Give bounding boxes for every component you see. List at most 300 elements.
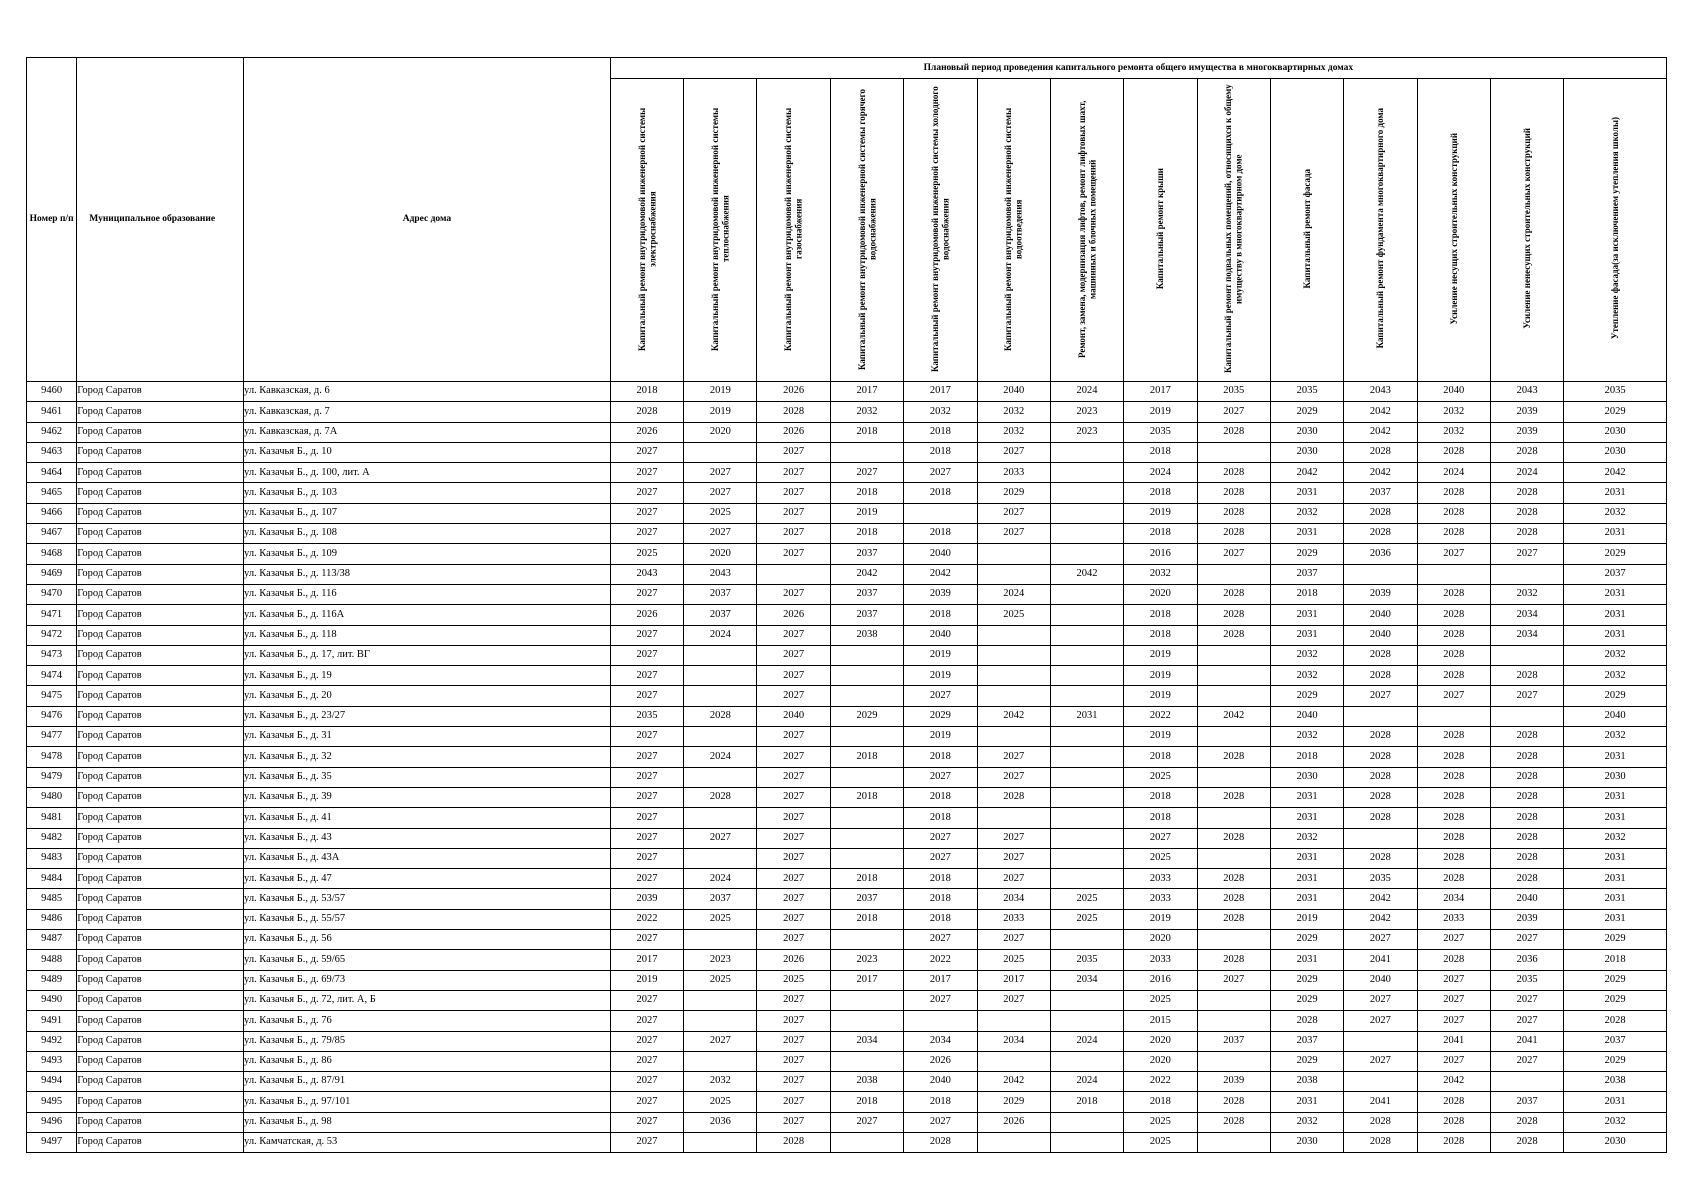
row-number-cell: 9493 (27, 1051, 77, 1071)
year-cell: 2027 (1417, 930, 1490, 950)
year-cell: 2018 (830, 909, 903, 929)
table-row (27, 483, 1667, 503)
year-cell: 2027 (610, 1112, 683, 1132)
year-cell: 2028 (1197, 463, 1270, 483)
year-cell: 2027 (757, 1112, 830, 1132)
year-cell: 2042 (1344, 909, 1417, 929)
year-cell: 2027 (684, 828, 757, 848)
year-cell: 2025 (1124, 767, 1197, 787)
year-cell: 2018 (1124, 747, 1197, 767)
year-cell: 2027 (1417, 1011, 1490, 1031)
year-cell: 2018 (904, 808, 977, 828)
table-row (27, 544, 1667, 564)
municipality-cell: Город Саратов (77, 605, 244, 625)
year-cell: 2026 (977, 1112, 1050, 1132)
year-cell: 2027 (904, 828, 977, 848)
year-cell: 2032 (1270, 1112, 1343, 1132)
header-work-type (757, 79, 830, 382)
year-cell: 2043 (684, 564, 757, 584)
year-cell (1050, 625, 1123, 645)
year-cell: 2032 (1564, 645, 1667, 665)
table-row (27, 767, 1667, 787)
year-cell: 2028 (1490, 1112, 1563, 1132)
year-cell: 2035 (1197, 382, 1270, 402)
year-cell: 2034 (1490, 605, 1563, 625)
year-cell: 2018 (904, 889, 977, 909)
year-cell (1197, 767, 1270, 787)
year-cell (1050, 442, 1123, 462)
year-cell: 2043 (1490, 382, 1563, 402)
header-work-type-label: Усиление несущих строительных конструкций (1448, 132, 1459, 325)
year-cell: 2027 (610, 483, 683, 503)
year-cell (1490, 564, 1563, 584)
year-cell (1050, 686, 1123, 706)
year-cell: 2029 (977, 1092, 1050, 1112)
municipality-cell: Город Саратов (77, 909, 244, 929)
year-cell: 2028 (1490, 747, 1563, 767)
year-cell (1050, 483, 1123, 503)
year-cell (830, 727, 903, 747)
header-work-type-label: Усиление ненесущих строительных конструкций (1521, 128, 1532, 329)
header-work-type-label: Капитальный ремонт внутридомовой инженерной системы водоотведения (1003, 106, 1024, 351)
table-row (27, 645, 1667, 665)
year-cell: 2018 (904, 483, 977, 503)
year-cell: 2025 (684, 503, 757, 523)
year-cell (1050, 645, 1123, 665)
year-cell: 2018 (904, 422, 977, 442)
row-number-cell: 9490 (27, 990, 77, 1010)
municipality-cell: Город Саратов (77, 564, 244, 584)
year-cell: 2037 (1270, 1031, 1343, 1051)
row-number-cell: 9497 (27, 1132, 77, 1152)
year-cell: 2029 (1270, 1051, 1343, 1071)
year-cell: 2029 (1564, 402, 1667, 422)
year-cell: 2028 (1417, 727, 1490, 747)
year-cell: 2020 (1124, 584, 1197, 604)
year-cell (977, 1132, 1050, 1152)
year-cell (1050, 808, 1123, 828)
year-cell: 2019 (684, 382, 757, 402)
year-cell: 2019 (1124, 909, 1197, 929)
year-cell: 2028 (1197, 889, 1270, 909)
year-cell: 2027 (1490, 990, 1563, 1010)
year-cell (1050, 524, 1123, 544)
year-cell: 2031 (1270, 869, 1343, 889)
year-cell: 2029 (977, 483, 1050, 503)
table-row (27, 422, 1667, 442)
year-cell: 2027 (757, 666, 830, 686)
year-cell: 2027 (1344, 1051, 1417, 1071)
year-cell: 2039 (1490, 909, 1563, 929)
year-cell (1197, 1051, 1270, 1071)
year-cell: 2031 (1564, 747, 1667, 767)
year-cell (977, 808, 1050, 828)
address-cell: ул. Казачья Б., д. 59/65 (244, 950, 611, 970)
municipality-cell: Город Саратов (77, 747, 244, 767)
year-cell: 2016 (1124, 970, 1197, 990)
year-cell: 2026 (610, 422, 683, 442)
address-cell: ул. Кавказская, д. 6 (244, 382, 611, 402)
table-row (27, 402, 1667, 422)
year-cell: 2041 (1344, 950, 1417, 970)
year-cell: 2027 (757, 889, 830, 909)
year-cell: 2036 (684, 1112, 757, 1132)
year-cell: 2027 (1490, 1051, 1563, 1071)
year-cell: 2027 (610, 1072, 683, 1092)
year-cell: 2029 (1270, 402, 1343, 422)
year-cell (830, 767, 903, 787)
year-cell: 2018 (830, 422, 903, 442)
year-cell: 2029 (1564, 544, 1667, 564)
year-cell (1050, 503, 1123, 523)
year-cell: 2032 (1564, 503, 1667, 523)
year-cell: 2032 (1564, 1112, 1667, 1132)
year-cell: 2027 (977, 747, 1050, 767)
year-cell: 2030 (1564, 422, 1667, 442)
address-cell: ул. Казачья Б., д. 19 (244, 666, 611, 686)
year-cell: 2042 (1344, 422, 1417, 442)
year-cell: 2027 (757, 930, 830, 950)
year-cell: 2027 (757, 727, 830, 747)
year-cell: 2023 (1050, 422, 1123, 442)
year-cell: 2028 (1490, 727, 1563, 747)
year-cell: 2028 (1344, 808, 1417, 828)
year-cell (904, 1011, 977, 1031)
year-cell: 2028 (757, 1132, 830, 1152)
year-cell (1417, 564, 1490, 584)
year-cell: 2018 (1124, 442, 1197, 462)
year-cell: 2035 (1344, 869, 1417, 889)
year-cell: 2028 (1417, 767, 1490, 787)
year-cell: 2039 (1344, 584, 1417, 604)
address-cell: ул. Казачья Б., д. 100, лит. А (244, 463, 611, 483)
year-cell: 2027 (1417, 544, 1490, 564)
year-cell: 2017 (904, 382, 977, 402)
year-cell: 2025 (1050, 889, 1123, 909)
year-cell: 2035 (1124, 422, 1197, 442)
header-work-type (1344, 79, 1417, 382)
year-cell: 2040 (1344, 605, 1417, 625)
header-municipality: Муниципальное образование (77, 58, 244, 382)
year-cell: 2023 (684, 950, 757, 970)
year-cell: 2024 (1050, 1072, 1123, 1092)
year-cell: 2032 (1270, 503, 1343, 523)
year-cell: 2027 (684, 483, 757, 503)
address-cell: ул. Казачья Б., д. 10 (244, 442, 611, 462)
row-number-cell: 9471 (27, 605, 77, 625)
year-cell (1344, 706, 1417, 726)
table-row (27, 1072, 1667, 1092)
year-cell: 2031 (1270, 889, 1343, 909)
year-cell (1050, 869, 1123, 889)
year-cell: 2031 (1270, 950, 1343, 970)
year-cell: 2028 (1344, 442, 1417, 462)
year-cell: 2022 (1124, 706, 1197, 726)
table-row (27, 1031, 1667, 1051)
address-cell: ул. Казачья Б., д. 56 (244, 930, 611, 950)
year-cell: 2039 (610, 889, 683, 909)
year-cell (830, 442, 903, 462)
row-number-cell: 9482 (27, 828, 77, 848)
year-cell: 2024 (1050, 382, 1123, 402)
address-cell: ул. Казачья Б., д. 32 (244, 747, 611, 767)
year-cell: 2028 (1417, 524, 1490, 544)
year-cell: 2028 (1490, 442, 1563, 462)
year-cell: 2027 (977, 990, 1050, 1010)
year-cell (1344, 1072, 1417, 1092)
year-cell: 2027 (610, 727, 683, 747)
year-cell: 2027 (757, 442, 830, 462)
address-cell: ул. Казачья Б., д. 17, лит. ВГ (244, 645, 611, 665)
year-cell: 2028 (1490, 848, 1563, 868)
year-cell: 2028 (1417, 666, 1490, 686)
municipality-cell: Город Саратов (77, 808, 244, 828)
year-cell: 2025 (684, 909, 757, 929)
header-work-type (830, 79, 903, 382)
year-cell: 2029 (1270, 990, 1343, 1010)
row-number-cell: 9484 (27, 869, 77, 889)
year-cell: 2018 (1124, 808, 1197, 828)
header-work-type-label: Капитальный ремонт фасада (1301, 168, 1312, 289)
row-number-cell: 9495 (27, 1092, 77, 1112)
year-cell: 2022 (904, 950, 977, 970)
year-cell: 2028 (1344, 747, 1417, 767)
year-cell: 2041 (1344, 1092, 1417, 1112)
table-header (27, 58, 1667, 382)
table-row (27, 564, 1667, 584)
year-cell: 2034 (1050, 970, 1123, 990)
year-cell: 2018 (1124, 787, 1197, 807)
year-cell: 2027 (757, 1011, 830, 1031)
table-body (27, 382, 1667, 1153)
year-cell: 2019 (1124, 503, 1197, 523)
year-cell: 2024 (977, 584, 1050, 604)
year-cell (1197, 1132, 1270, 1152)
address-cell: ул. Казачья Б., д. 97/101 (244, 1092, 611, 1112)
year-cell (684, 727, 757, 747)
year-cell: 2019 (610, 970, 683, 990)
year-cell: 2018 (904, 909, 977, 929)
year-cell: 2033 (1417, 909, 1490, 929)
year-cell: 2016 (1124, 544, 1197, 564)
year-cell: 2019 (684, 402, 757, 422)
year-cell: 2031 (1270, 524, 1343, 544)
year-cell: 2032 (684, 1072, 757, 1092)
year-cell: 2027 (1417, 990, 1490, 1010)
header-work-type (1124, 79, 1197, 382)
year-cell: 2027 (757, 1051, 830, 1071)
row-number-cell: 9474 (27, 666, 77, 686)
year-cell: 2027 (904, 930, 977, 950)
year-cell: 2028 (1417, 828, 1490, 848)
year-cell: 2043 (610, 564, 683, 584)
year-cell: 2032 (1564, 666, 1667, 686)
year-cell (977, 1011, 1050, 1031)
row-number-cell: 9496 (27, 1112, 77, 1132)
year-cell: 2027 (610, 869, 683, 889)
year-cell (830, 930, 903, 950)
year-cell: 2018 (904, 442, 977, 462)
table-row (27, 706, 1667, 726)
row-number-cell: 9462 (27, 422, 77, 442)
year-cell: 2028 (1417, 625, 1490, 645)
table-row (27, 727, 1667, 747)
year-cell: 2024 (1490, 463, 1563, 483)
header-work-type-label: Капитальный ремонт подвальных помещений, относящихся к общему имуществу в многоквартирном доме (1223, 84, 1244, 373)
municipality-cell: Город Саратов (77, 828, 244, 848)
year-cell: 2037 (1270, 564, 1343, 584)
year-cell (684, 666, 757, 686)
year-cell: 2027 (1344, 990, 1417, 1010)
year-cell: 2028 (1417, 1112, 1490, 1132)
municipality-cell: Город Саратов (77, 950, 244, 970)
year-cell: 2042 (1197, 706, 1270, 726)
year-cell: 2031 (1564, 889, 1667, 909)
year-cell: 2028 (1197, 524, 1270, 544)
address-cell: ул. Казачья Б., д. 39 (244, 787, 611, 807)
year-cell: 2028 (1490, 666, 1563, 686)
year-cell: 2025 (1124, 990, 1197, 1010)
year-cell: 2027 (757, 463, 830, 483)
year-cell: 2018 (1564, 950, 1667, 970)
year-cell (684, 930, 757, 950)
year-cell: 2027 (757, 1092, 830, 1112)
address-cell: ул. Казачья Б., д. 76 (244, 1011, 611, 1031)
table-row (27, 930, 1667, 950)
year-cell: 2028 (1197, 787, 1270, 807)
year-cell (684, 990, 757, 1010)
year-cell: 2027 (757, 524, 830, 544)
year-cell: 2019 (830, 503, 903, 523)
header-work-type-label: Ремонт, замена, модернизация лифтов, ремонт лифтовых шахт, машинных и блочных помещений (1076, 99, 1098, 358)
year-cell: 2030 (1270, 767, 1343, 787)
year-cell (684, 1132, 757, 1152)
year-cell: 2027 (757, 503, 830, 523)
year-cell: 2031 (1270, 808, 1343, 828)
year-cell: 2027 (977, 930, 1050, 950)
year-cell: 2027 (684, 463, 757, 483)
year-cell (830, 848, 903, 868)
year-cell: 2027 (1417, 686, 1490, 706)
year-cell (1197, 666, 1270, 686)
year-cell: 2028 (1344, 524, 1417, 544)
year-cell: 2035 (1490, 970, 1563, 990)
year-cell: 2037 (1564, 1031, 1667, 1051)
year-cell: 2018 (1124, 625, 1197, 645)
header-work-type (1564, 79, 1667, 382)
year-cell (1490, 706, 1563, 726)
row-number-cell: 9494 (27, 1072, 77, 1092)
year-cell: 2037 (1197, 1031, 1270, 1051)
municipality-cell: Город Саратов (77, 483, 244, 503)
year-cell (830, 808, 903, 828)
municipality-cell: Город Саратов (77, 1112, 244, 1132)
year-cell: 2029 (904, 706, 977, 726)
year-cell: 2027 (904, 686, 977, 706)
year-cell: 2028 (1564, 1011, 1667, 1031)
year-cell: 2018 (1124, 605, 1197, 625)
header-row-top (27, 58, 1667, 79)
year-cell: 2028 (1197, 625, 1270, 645)
year-cell (1490, 1072, 1563, 1092)
year-cell (1050, 930, 1123, 950)
year-cell: 2039 (1490, 422, 1563, 442)
year-cell: 2027 (1197, 544, 1270, 564)
year-cell: 2032 (830, 402, 903, 422)
year-cell: 2027 (610, 442, 683, 462)
year-cell: 2042 (1564, 463, 1667, 483)
year-cell: 2034 (1417, 889, 1490, 909)
year-cell (904, 503, 977, 523)
capital-repair-schedule-table (26, 57, 1667, 1153)
header-work-type (1417, 79, 1490, 382)
row-number-cell: 9478 (27, 747, 77, 767)
year-cell: 2027 (610, 930, 683, 950)
year-cell: 2031 (1564, 869, 1667, 889)
address-cell: ул. Казачья Б., д. 79/85 (244, 1031, 611, 1051)
municipality-cell: Город Саратов (77, 1092, 244, 1112)
row-number-cell: 9464 (27, 463, 77, 483)
year-cell: 2027 (610, 686, 683, 706)
year-cell: 2019 (1124, 727, 1197, 747)
year-cell: 2027 (610, 1092, 683, 1112)
year-cell: 2027 (757, 767, 830, 787)
year-cell: 2028 (1344, 1132, 1417, 1152)
year-cell: 2034 (977, 889, 1050, 909)
year-cell: 2028 (1417, 483, 1490, 503)
year-cell: 2027 (610, 645, 683, 665)
year-cell (977, 666, 1050, 686)
year-cell: 2025 (1124, 1112, 1197, 1132)
year-cell: 2028 (1490, 808, 1563, 828)
year-cell: 2040 (1490, 889, 1563, 909)
year-cell: 2027 (610, 463, 683, 483)
year-cell (1050, 787, 1123, 807)
year-cell: 2027 (610, 524, 683, 544)
year-cell: 2027 (610, 1132, 683, 1152)
year-cell: 2027 (977, 869, 1050, 889)
year-cell: 2019 (904, 645, 977, 665)
table-row (27, 747, 1667, 767)
address-cell: ул. Казачья Б., д. 118 (244, 625, 611, 645)
year-cell (1197, 808, 1270, 828)
year-cell: 2033 (1124, 950, 1197, 970)
year-cell: 2028 (1197, 909, 1270, 929)
table-row (27, 848, 1667, 868)
table-row (27, 1092, 1667, 1112)
table-row (27, 686, 1667, 706)
year-cell: 2032 (1417, 402, 1490, 422)
year-cell: 2029 (1564, 930, 1667, 950)
year-cell: 2032 (1564, 727, 1667, 747)
year-cell: 2027 (610, 1031, 683, 1051)
address-cell: ул. Казачья Б., д. 43 (244, 828, 611, 848)
year-cell: 2026 (757, 422, 830, 442)
row-number-cell: 9480 (27, 787, 77, 807)
year-cell: 2019 (904, 727, 977, 747)
year-cell: 2027 (757, 848, 830, 868)
address-cell: ул. Казачья Б., д. 41 (244, 808, 611, 828)
year-cell: 2026 (610, 605, 683, 625)
year-cell (977, 727, 1050, 747)
year-cell: 2027 (610, 767, 683, 787)
row-number-cell: 9463 (27, 442, 77, 462)
year-cell: 2042 (1270, 463, 1343, 483)
year-cell: 2027 (977, 767, 1050, 787)
year-cell: 2042 (830, 564, 903, 584)
year-cell: 2024 (1124, 463, 1197, 483)
year-cell: 2027 (757, 869, 830, 889)
